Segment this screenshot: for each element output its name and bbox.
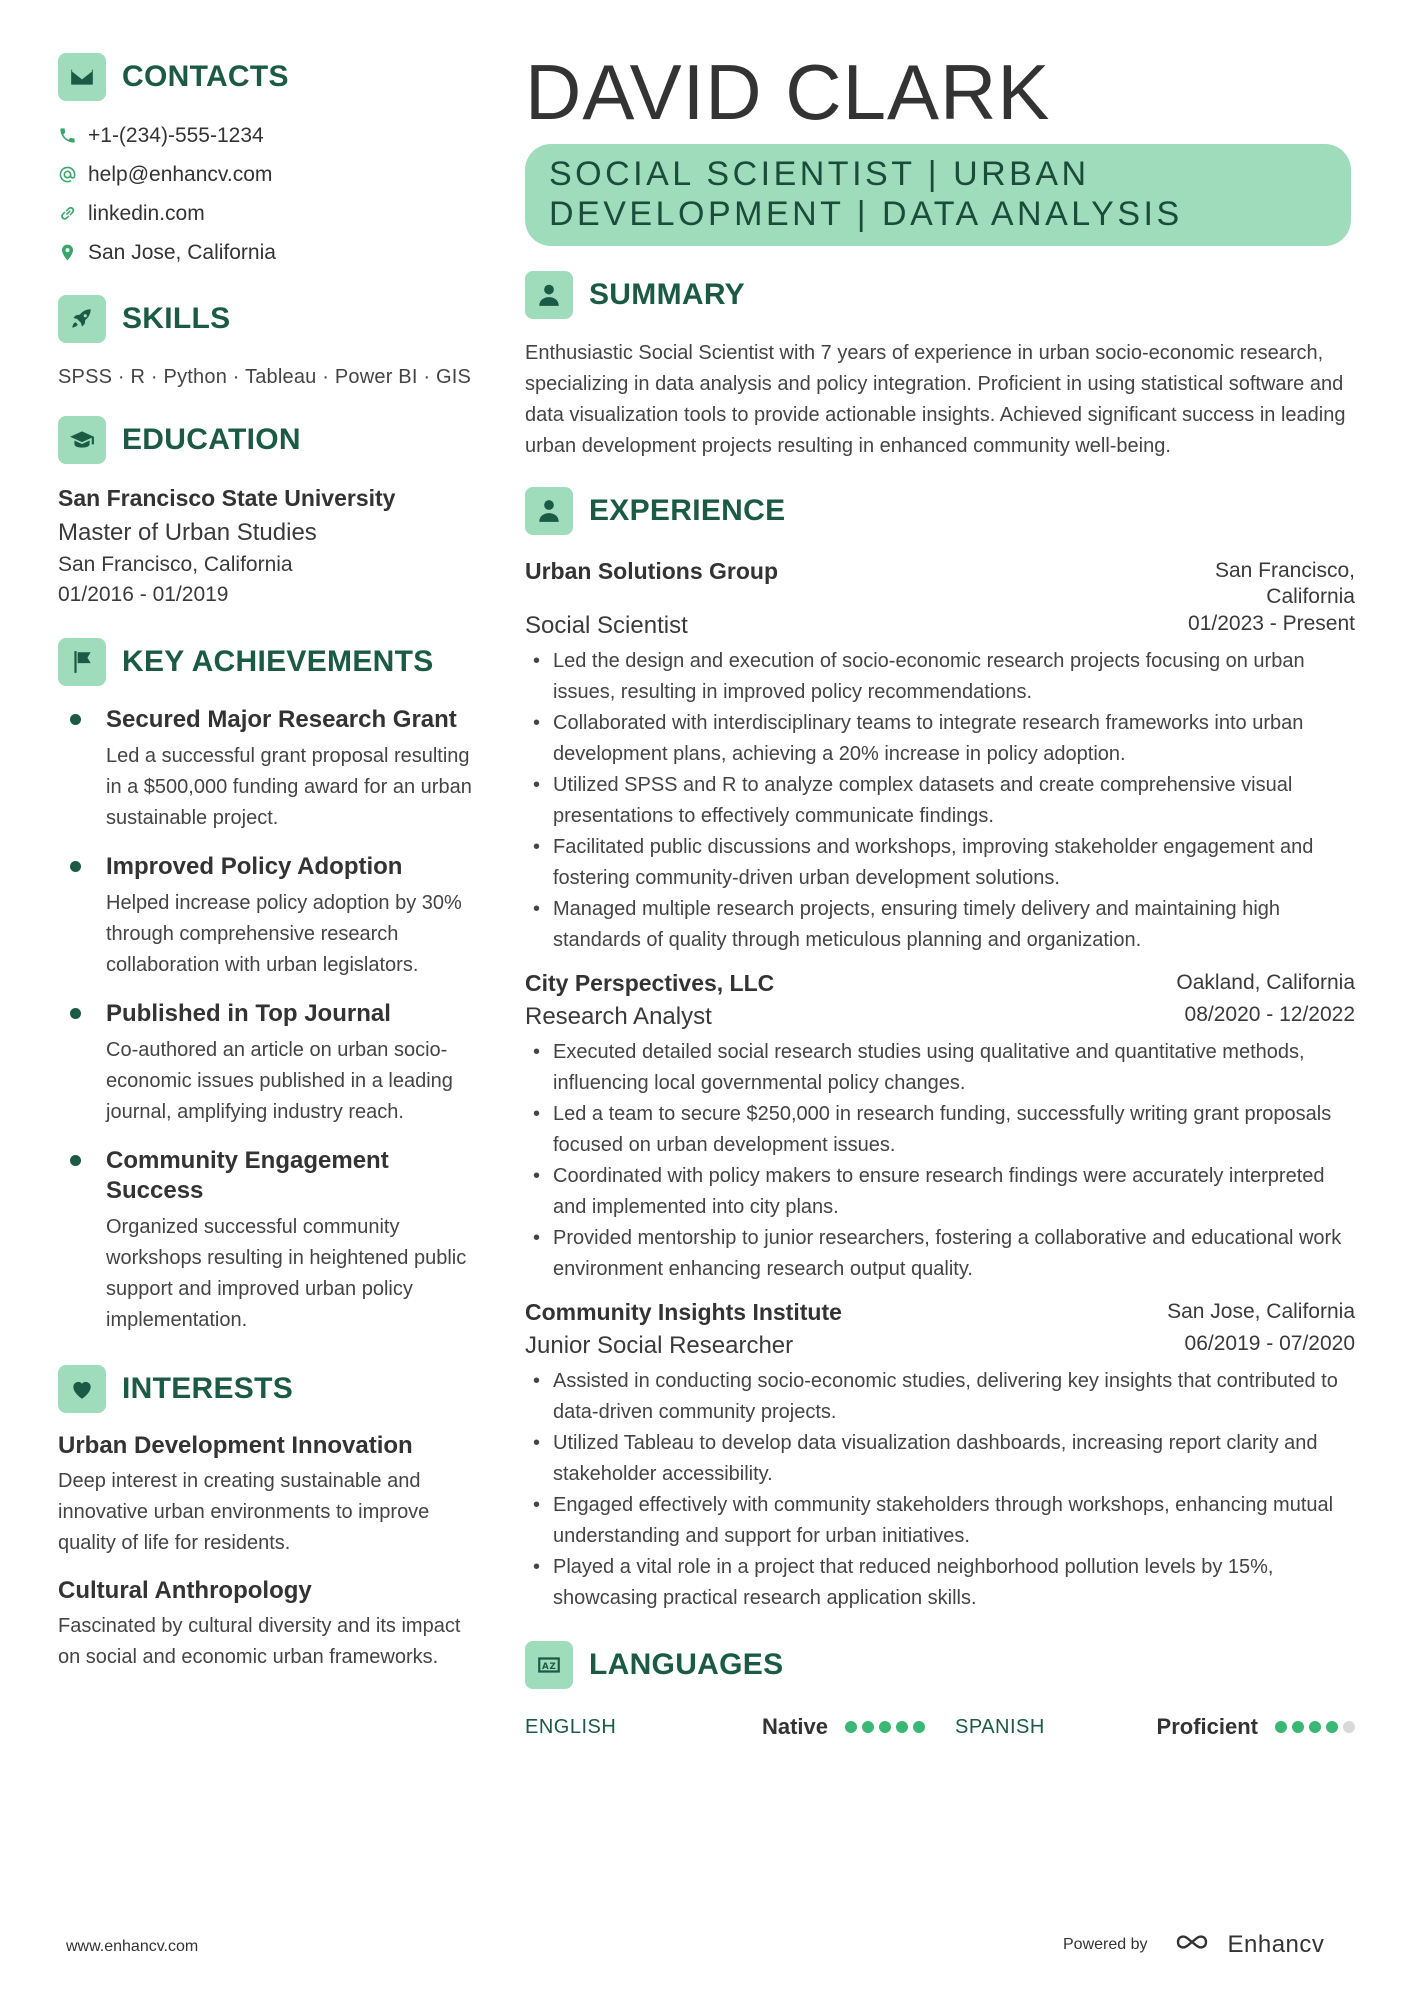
contact-phone[interactable]: [58, 116, 478, 155]
achievements-section: [58, 637, 478, 1336]
language-item: [525, 1714, 925, 1740]
skills-list: SPSS · R · Python · Tableau · Power BI · GIS: [58, 366, 472, 388]
job-bullet: • Utilized Tableau to develop data visualization dashboards, increasing report clarity and stakeholder accessibility.: [525, 1428, 1355, 1490]
job-role: Social Scientist: [525, 612, 688, 639]
achievement-title: Community Engagement Success: [106, 1147, 389, 1204]
achievement-desc: Organized successful community workshops resulting in heightened public support and improved urban policy implementation.: [106, 1216, 467, 1331]
language-name: SPANISH: [955, 1715, 1045, 1738]
footer-website[interactable]: www.enhancv.com: [66, 1938, 199, 1955]
summary-section: [525, 270, 1355, 462]
heart-icon: [58, 1365, 106, 1413]
enhancv-logo-icon: [1174, 1930, 1220, 1959]
interest-desc: Deep interest in creating sustainable and innovative urban environments to improve quality of life for residents.: [58, 1470, 430, 1554]
job-company: City Perspectives, LLC: [525, 970, 775, 996]
job-bullet: • Managed multiple research projects, ensuring timely delivery and maintaining high standards of quality through meticulous planning and organization.: [525, 894, 1355, 956]
phone-text: +1-(234)-555-1234: [88, 123, 264, 147]
envelope-icon: [58, 53, 106, 101]
job-entry: [525, 558, 1355, 956]
job-bullet: • Coordinated with policy makers to ensure research findings were accurately interpreted and implemented into city plans.: [525, 1161, 1355, 1223]
job-title-banner: [525, 144, 1351, 246]
interest-title: Cultural Anthropology: [58, 1577, 312, 1604]
education-dates: 01/2016 - 01/2019: [58, 583, 229, 606]
interests-section: [58, 1364, 478, 1673]
contacts-section: [58, 52, 478, 272]
interests-title: INTERESTS: [122, 1372, 294, 1405]
education-section: [58, 415, 478, 607]
summary-header: [525, 270, 1355, 320]
user-tie-icon: [525, 487, 573, 535]
interest-title: Urban Development Innovation: [58, 1432, 413, 1459]
svg-text:A: A: [541, 1661, 549, 1672]
rating-dot-filled: [1292, 1721, 1304, 1733]
achievement-item: [58, 999, 478, 1128]
achievement-title: Secured Major Research Grant: [106, 706, 457, 733]
location-text: San Jose, California: [88, 240, 276, 264]
title-line-2: DEVELOPMENT | DATA ANALYSIS: [549, 195, 1183, 233]
achievement-title: Improved Policy Adoption: [106, 853, 403, 880]
summary-title: SUMMARY: [589, 278, 745, 311]
bullet-dot: [70, 714, 81, 725]
education-title: EDUCATION: [122, 423, 301, 456]
candidate-name: DAVID CLARK: [525, 48, 1051, 136]
job-entry: [525, 1299, 1355, 1614]
user-icon: [525, 271, 573, 319]
graduation-cap-icon: [58, 416, 106, 464]
skills-header: [58, 294, 478, 344]
at-icon: [58, 165, 88, 184]
interests-header: [58, 1364, 478, 1414]
powered-by-text: Powered by: [1063, 1935, 1148, 1953]
rating-dot-filled: [845, 1721, 857, 1733]
language-level: Native: [761, 1714, 828, 1739]
job-bullets: [525, 1037, 1355, 1285]
languages-row: [525, 1712, 1355, 1742]
education-degree: Master of Urban Studies: [58, 519, 317, 546]
achievement-item: [58, 705, 478, 834]
language-rating: [1270, 1721, 1355, 1733]
job-bullet: • Executed detailed social research studies using qualitative and quantitative methods, influencing local governmental policy changes.: [525, 1037, 1355, 1099]
job-dates: 06/2019 - 07/2020: [1184, 1332, 1355, 1355]
job-location: San Francisco, California: [1214, 559, 1355, 608]
achievements-title: KEY ACHIEVEMENTS: [122, 645, 434, 678]
language-name: ENGLISH: [525, 1715, 617, 1738]
job-bullet: • Facilitated public discussions and workshops, improving stakeholder engagement and fostering community-driven urban development solutions.: [525, 832, 1355, 894]
job-bullet: • Led the design and execution of socio-economic research projects focusing on urban issues, resulting in improved policy recommendations.: [525, 646, 1355, 708]
bullet-dot: [70, 1155, 81, 1166]
phone-icon: [58, 126, 88, 145]
location-pin-icon: [58, 243, 88, 262]
job-bullets: [525, 646, 1355, 956]
job-bullet: • Played a vital role in a project that reduced neighborhood pollution levels by 15%, showcasing practical research application skills.: [525, 1552, 1355, 1614]
contact-location: [58, 233, 478, 272]
achievement-desc: Led a successful grant proposal resulting in a $500,000 funding award for an urban sustainable project.: [106, 745, 472, 829]
rating-dot-filled: [1326, 1721, 1338, 1733]
left-column: [58, 52, 478, 1673]
job-company: Community Insights Institute: [525, 1299, 842, 1325]
languages-title: LANGUAGES: [589, 1648, 784, 1681]
job-bullet: • Utilized SPSS and R to analyze complex datasets and create comprehensive visual presentations to effectively communicate findings.: [525, 770, 1355, 832]
rating-dot-filled: [913, 1721, 925, 1733]
achievements-header: [58, 637, 478, 687]
bullet-dot: [70, 861, 81, 872]
rating-dot-filled: [879, 1721, 891, 1733]
job-bullets: [525, 1366, 1355, 1614]
job-dates: 08/2020 - 12/2022: [1184, 1003, 1355, 1026]
education-school: San Francisco State University: [58, 485, 396, 511]
link-icon: [58, 204, 88, 223]
rating-dot-empty: [1343, 1721, 1355, 1733]
email-text: help@enhancv.com: [88, 162, 273, 186]
svg-text:Z: Z: [549, 1661, 556, 1672]
language-rating: [840, 1721, 925, 1733]
linkedin-text: linkedin.com: [88, 201, 205, 225]
job-location: Oakland, California: [1176, 971, 1355, 994]
contact-linkedin[interactable]: [58, 194, 478, 233]
summary-text: Enthusiastic Social Scientist with 7 years of experience in urban socio-economic research, specializing in data analysis and policy integration. Proficient in using statistical software and data visualization tools to provide actionable insights. Achieved significant success in leading urban development projects resulting in enhanced community well-being.: [525, 342, 1346, 457]
contacts-header: [58, 52, 478, 102]
bullet-dot: [70, 1008, 81, 1019]
job-location: San Jose, California: [1167, 1300, 1355, 1323]
rating-dot-filled: [862, 1721, 874, 1733]
job-role: Research Analyst: [525, 1003, 712, 1030]
job-bullet: • Provided mentorship to junior researchers, fostering a collaborative and educational work environment enhancing research output quality.: [525, 1223, 1355, 1285]
rating-dot-filled: [1275, 1721, 1287, 1733]
job-bullet: • Collaborated with interdisciplinary teams to integrate research frameworks into urban development plans, achieving a 20% increase in policy adoption.: [525, 708, 1355, 770]
rating-dot-filled: [1309, 1721, 1321, 1733]
achievement-desc: Helped increase policy adoption by 30% through comprehensive research collaboration with urban legislators.: [106, 892, 462, 976]
experience-title: EXPERIENCE: [589, 494, 786, 527]
skills-title: SKILLS: [122, 302, 231, 335]
job-bullet: • Engaged effectively with community stakeholders through workshops, enhancing mutual understanding and support for urban initiatives.: [525, 1490, 1355, 1552]
job-bullet: • Assisted in conducting socio-economic studies, delivering key insights that contributed to data-driven community projects.: [525, 1366, 1355, 1428]
translate-icon: [525, 1641, 573, 1689]
achievement-desc: Co-authored an article on urban socio-economic issues published in a leading journal, amplifying industry reach.: [106, 1039, 453, 1123]
education-header: [58, 415, 478, 465]
title-line-1: SOCIAL SCIENTIST | URBAN: [549, 155, 1090, 193]
experience-header: [525, 486, 1355, 536]
achievement-item: [58, 1146, 478, 1336]
languages-section: [525, 1640, 1355, 1742]
right-column: [525, 48, 1355, 1742]
job-role: Junior Social Researcher: [525, 1332, 794, 1359]
language-level: Proficient: [1156, 1714, 1258, 1739]
contact-email[interactable]: [58, 155, 478, 194]
skills-section: [58, 294, 478, 389]
achievement-item: [58, 852, 478, 981]
education-location: San Francisco, California: [58, 553, 293, 576]
rating-dot-filled: [896, 1721, 908, 1733]
enhancv-brand: Enhancv: [1227, 1930, 1325, 1958]
languages-header: [525, 1640, 1355, 1690]
job-dates: 01/2023 - Present: [1188, 612, 1355, 635]
rocket-icon: [58, 295, 106, 343]
footer-branding: [1063, 1930, 1324, 1959]
flag-icon: [58, 638, 106, 686]
job-entry: [525, 970, 1355, 1285]
language-item: [955, 1714, 1355, 1740]
interest-desc: Fascinated by cultural diversity and its impact on social and economic urban frameworks.: [58, 1615, 461, 1668]
job-bullet: • Led a team to secure $250,000 in research funding, successfully writing grant proposals focused on urban development issues.: [525, 1099, 1355, 1161]
job-company: Urban Solutions Group: [525, 558, 778, 584]
experience-section: [525, 486, 1355, 1614]
contacts-title: CONTACTS: [122, 60, 289, 93]
achievement-title: Published in Top Journal: [106, 1000, 391, 1027]
